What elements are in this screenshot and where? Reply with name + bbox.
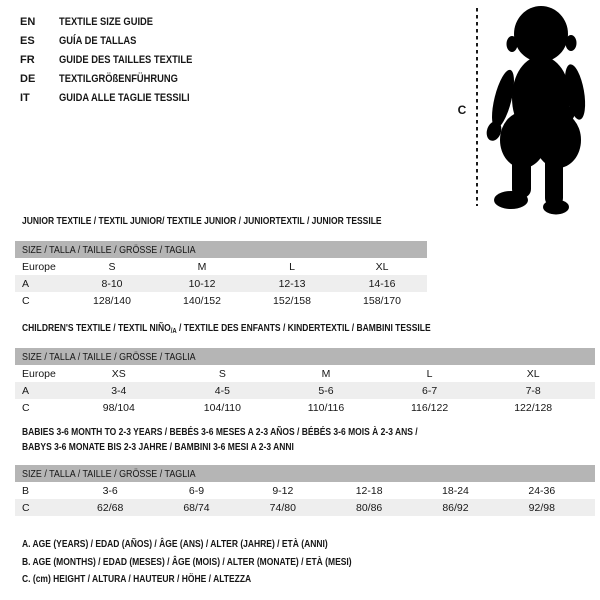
language-row-fr — [20, 51, 216, 70]
children-size-table — [15, 348, 595, 416]
table-cell: XS — [111, 367, 126, 380]
junior-table-title — [22, 216, 445, 227]
table-row — [15, 482, 595, 499]
table-cell: 158/170 — [363, 294, 401, 307]
children-table-title — [22, 323, 503, 335]
table-cell: 18-24 — [442, 484, 469, 497]
table-cell: 152/158 — [273, 294, 311, 307]
babies-size-table — [15, 465, 595, 516]
table-cell: 140/152 — [183, 294, 221, 307]
table-cell: 98/104 — [102, 401, 135, 414]
row-label: C — [22, 294, 30, 307]
size-header-bar — [15, 465, 595, 482]
table-cell: 12-13 — [278, 277, 306, 290]
table-cell: 24-36 — [528, 484, 556, 497]
table-cell: S — [108, 260, 116, 273]
table-cell: 80/86 — [356, 501, 383, 514]
table-cell: 6-7 — [421, 384, 438, 397]
table-cell: 86/92 — [442, 501, 469, 514]
table-cell: L — [289, 260, 295, 273]
table-row — [15, 258, 427, 275]
table-cell: XL — [375, 260, 389, 273]
title-subscript: /A — [170, 328, 177, 335]
babies-table-title — [22, 425, 487, 455]
note-c-text: C. (cm) HEIGHT / ALTURA / HAUTEUR / HÖHE / ALTEZZA — [22, 574, 252, 586]
table-cell: S — [218, 367, 226, 380]
language-row-de — [20, 70, 216, 89]
language-code: FR — [20, 54, 35, 66]
table-cell: 110/116 — [307, 401, 345, 414]
note-a-text: A. AGE (YEARS) / EDAD (AÑOS) / ÂGE (ANS) / ALTER (JAHRE) / ETÀ (ANNI) — [22, 539, 328, 550]
table-cell: 92/98 — [528, 501, 555, 514]
table-row — [15, 275, 427, 292]
row-label: C — [22, 501, 30, 514]
language-title: GUIDE DES TAILLES TEXTILE — [59, 54, 193, 66]
table-cell: XL — [526, 367, 540, 380]
children-table-title-text — [22, 323, 431, 335]
row-label: Europe — [22, 367, 56, 380]
size-header-label: SIZE / TALLA / TAILLE / GRÖSSE / TAGLIA — [22, 243, 196, 256]
table-cell: 74/80 — [269, 501, 296, 514]
table-cell: L — [426, 367, 433, 380]
table-cell: 14-16 — [368, 277, 396, 290]
title-part: / TEXTILE DES ENFANTS / KINDERTEXTIL / BAMBINI TESSILE — [176, 323, 431, 334]
table-cell: 10-12 — [188, 277, 216, 290]
table-cell: 8-10 — [101, 277, 123, 290]
row-label: C — [22, 401, 30, 414]
table-cell: M — [197, 260, 207, 273]
table-row — [15, 499, 595, 516]
language-code: ES — [20, 35, 35, 47]
size-header-bar — [15, 348, 595, 365]
note-b-text: B. AGE (MONTHS) / EDAD (MESES) / ÂGE (MOIS) / ALTER (MONATE) / ETÀ (MESI) — [22, 556, 352, 568]
language-title-list — [20, 13, 216, 108]
language-title: GUIDA ALLE TAGLIE TESSILI — [59, 92, 190, 104]
table-cell: 62/68 — [97, 501, 124, 514]
table-cell: 6-9 — [188, 484, 205, 497]
size-header-label: SIZE / TALLA / TAILLE / GRÖSSE / TAGLIA — [22, 467, 196, 480]
language-row-it — [20, 89, 216, 108]
language-title: TEXTILGRÖßENFÜHRUNG — [59, 73, 178, 85]
table-cell: 9-12 — [272, 484, 294, 497]
babies-title-line-1: BABIES 3-6 MONTH TO 2-3 YEARS / BEBÉS 3-6 MESES A 2-3 AÑOS / BÉBÉS 3-6 MOIS À 2-3 ANS / — [22, 427, 418, 438]
table-cell: 3-6 — [102, 484, 118, 497]
table-cell: 3-4 — [111, 384, 127, 397]
language-code: IT — [20, 92, 30, 104]
note-a — [22, 536, 410, 554]
note-c — [22, 571, 410, 589]
row-label: A — [22, 277, 30, 290]
language-code: EN — [20, 16, 36, 28]
table-row — [15, 399, 595, 416]
table-cell: 128/140 — [93, 294, 131, 307]
language-title: GUÍA DE TALLAS — [59, 35, 137, 47]
babies-title-line-2: BABYS 3-6 MONATE BIS 2-3 JAHRE / BAMBINI 3-6 MESI A 2-3 ANNI — [22, 442, 294, 453]
junior-size-table — [15, 241, 427, 309]
table-cell: 116/122 — [410, 401, 449, 414]
language-code: DE — [20, 73, 36, 85]
table-cell: 5-6 — [318, 384, 334, 397]
table-row — [15, 382, 595, 399]
table-cell: 7-8 — [525, 384, 541, 397]
baby-silhouette — [484, 6, 588, 215]
size-header-bar — [15, 241, 427, 258]
row-label: A — [22, 384, 30, 397]
language-row-en — [20, 13, 216, 32]
note-b — [22, 554, 410, 572]
table-cell: M — [321, 367, 331, 380]
table-cell: 12-18 — [355, 484, 383, 497]
table-cell: 104/110 — [203, 401, 241, 414]
junior-table-title-text: JUNIOR TEXTILE / TEXTIL JUNIOR/ TEXTILE JUNIOR / JUNIORTEXTIL / JUNIOR TESSILE — [22, 216, 382, 227]
table-cell: 122/128 — [514, 401, 553, 414]
row-label: B — [22, 484, 30, 497]
table-row — [15, 292, 427, 309]
language-row-es — [20, 32, 216, 51]
height-measure-label: C — [457, 103, 467, 117]
table-cell: 68/74 — [183, 501, 210, 514]
size-header-label: SIZE / TALLA / TAILLE / GRÖSSE / TAGLIA — [22, 350, 196, 363]
table-cell: 4-5 — [214, 384, 230, 397]
legend-notes — [22, 536, 410, 589]
row-label: Europe — [22, 260, 56, 273]
title-part: CHILDREN'S TEXTILE / TEXTIL NIÑO — [22, 323, 171, 334]
language-title: TEXTILE SIZE GUIDE — [59, 16, 154, 28]
table-row — [15, 365, 595, 382]
